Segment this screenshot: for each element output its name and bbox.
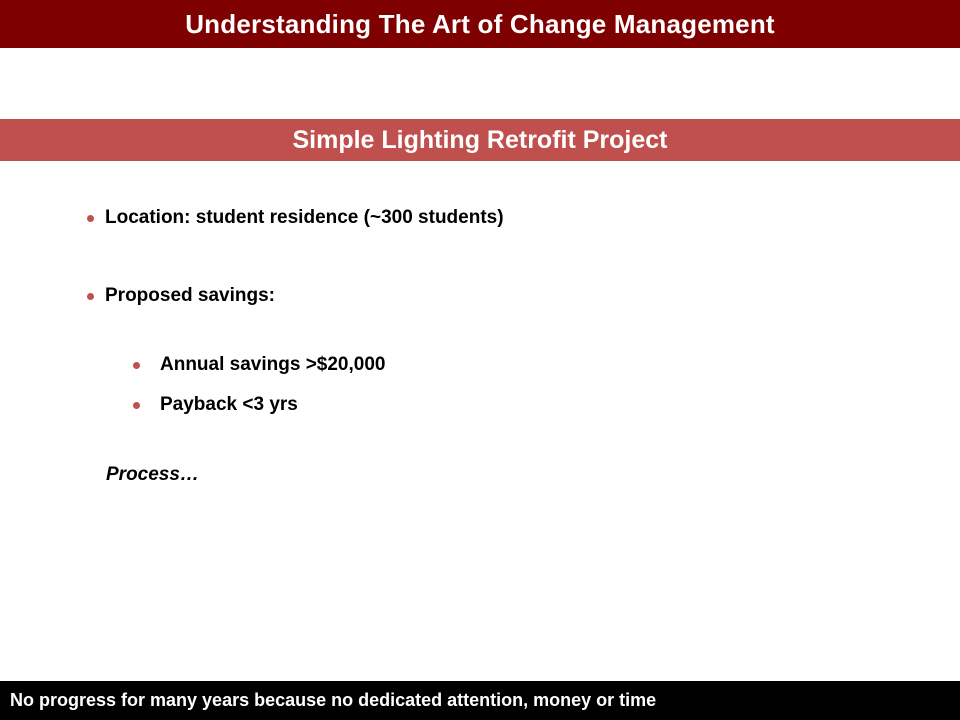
bullet-dot-icon: [87, 293, 94, 300]
sub-bullet-text: Payback <3 yrs: [160, 394, 298, 415]
section-title-bar: [0, 119, 960, 161]
bullet-item-location: [87, 207, 504, 229]
bullet-item-proposed-savings: [87, 285, 275, 307]
footer-text: No progress for many years because no dedicated attention, money or time: [10, 690, 657, 710]
sub-bullet-item-payback: [133, 394, 298, 416]
bullet-dot-icon: [133, 402, 140, 409]
sub-bullet-item-annual-savings: [133, 354, 385, 376]
bullet-dot-icon: [87, 215, 94, 222]
slide-header-banner: [0, 0, 960, 48]
bullet-dot-icon: [133, 362, 140, 369]
process-text: Process…: [106, 464, 199, 485]
bullet-text: Location: student residence (~300 students): [105, 207, 504, 228]
bullet-text: Proposed savings:: [105, 285, 275, 306]
section-title: Simple Lighting Retrofit Project: [292, 125, 668, 154]
slide-title: Understanding The Art of Change Management: [185, 8, 775, 39]
footer-banner: [0, 681, 960, 720]
sub-bullet-text: Annual savings >$20,000: [160, 354, 386, 375]
